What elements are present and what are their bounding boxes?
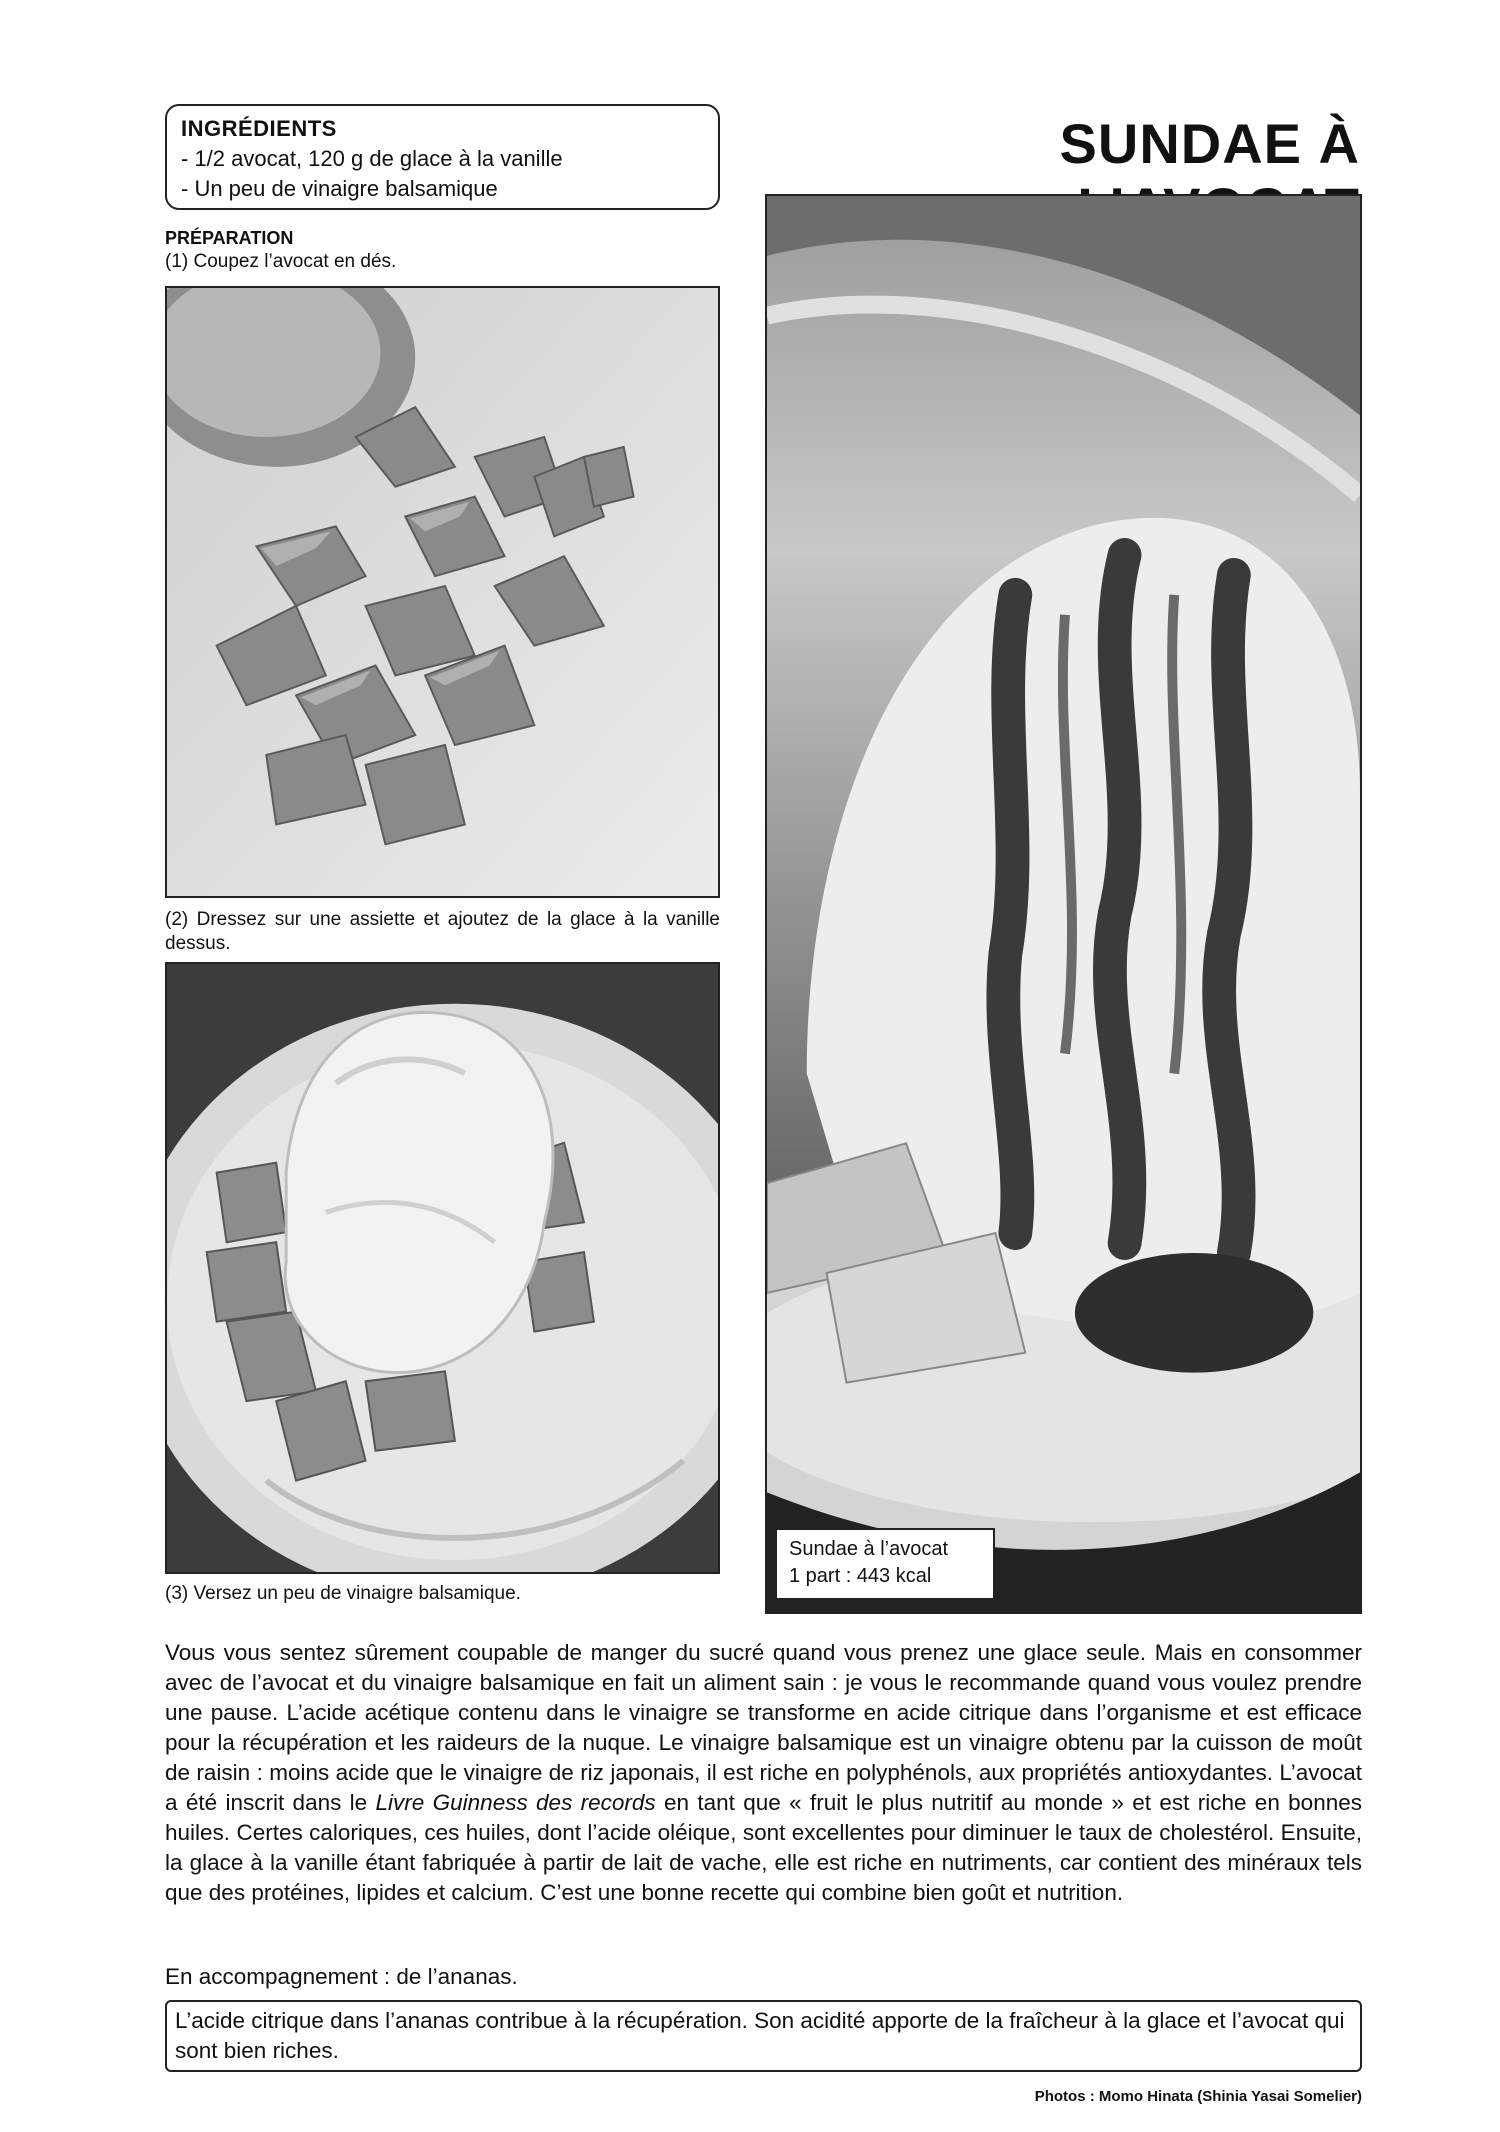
- photo-finished-sundae: [765, 194, 1362, 1614]
- ingredient-item: - 1/2 avocat, 120 g de glace à la vanille: [181, 146, 563, 171]
- step-3: (3) Versez un peu de vinaigre balsamique.: [165, 1583, 521, 1604]
- ingredients-box: [165, 104, 720, 210]
- caption-dish-name: Sundae à l’avocat: [789, 1538, 949, 1560]
- body-text-part2: en tant que « fruit le plus nutritif au monde » et est riche en bonnes huiles. Certes caloriques, ces huiles, dont l’acide oléique, sont excellentes pour diminuer le taux de cholestérol. Ensuite, la glace à la vanille étant fabriquée à partir de lait de vache, elle est riche en nutriments, car contient des minéraux tels que des protéines, lipides et calcium. C’est une bonne recette qui combine bien goût et nutrition.: [165, 1790, 1362, 1905]
- body-text-italic-title: Livre Guinness des records: [375, 1790, 656, 1815]
- photo-credit: Photos : Momo Hinata (Shinia Yasai Somelier): [1034, 2088, 1362, 2105]
- photo-diced-avocado: [165, 286, 720, 898]
- ingredient-item: - Un peu de vinaigre balsamique: [181, 176, 498, 201]
- note-box: [165, 2000, 1362, 2072]
- step-1: (1) Coupez l’avocat en dés.: [165, 251, 397, 272]
- body-paragraph: [165, 1638, 1362, 1908]
- recipe-title: SUNDAE À: [1059, 112, 1360, 175]
- caption-calories: 1 part : 443 kcal: [789, 1565, 932, 1587]
- body-text-part1: Vous vous sentez sûrement coupable de manger du sucré quand vous prenez une glace seule. Mais en consommer avec de l’avocat et du vinaigre balsamique en fait un aliment sain : je vous le recommande quand vous voulez prendre une pause. L’acide acétique contenu dans le vinaigre se transforme en acide citrique dans l’organisme et est efficace pour la récupération et les raideurs de la nuque. Le vinaigre balsamique est un vinaigre obtenu par la cuisson de moût de raisin : moins acide que le vinaigre de riz japonais, il est riche en polyphénols, aux propriétés antioxydantes. L’avocat a été inscrit dans le: [165, 1640, 1362, 1815]
- preparation-heading: PRÉPARATION: [165, 228, 294, 248]
- photo-caption: [775, 1528, 995, 1600]
- note-text: L’acide citrique dans l’ananas contribue à la récupération. Son acidité apporte de la fraîcheur à la glace et l’avocat qui sont bien riches.: [175, 2008, 1345, 2063]
- accompaniment-line: En accompagnement : de l’ananas.: [165, 1964, 518, 1989]
- ingredients-heading: INGRÉDIENTS: [181, 116, 337, 141]
- photo-ice-cream-on-avocado: [165, 962, 720, 1574]
- step-2: (2) Dressez sur une assiette et ajoutez de la glace à la vanille dessus.: [165, 909, 720, 954]
